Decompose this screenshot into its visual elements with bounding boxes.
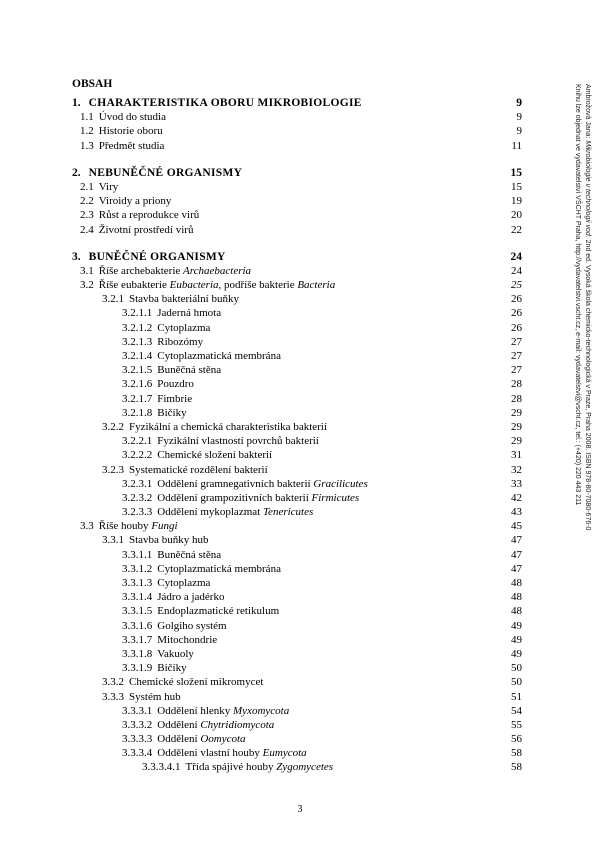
toc-entry-number: 1.2: [80, 125, 94, 138]
toc-entry-label: Cytoplazmatická membrána: [157, 562, 281, 575]
toc-entry-number: 1.: [72, 97, 81, 109]
toc-entry-title: [122, 718, 274, 732]
toc-entry-number: 3.3.3.3: [122, 733, 153, 746]
toc-page-number: 9: [516, 111, 522, 124]
toc-entry-number: 3.2.1.7: [122, 392, 153, 405]
toc-entry-title: [122, 548, 221, 562]
toc-entry-number: 3.2.3.3: [122, 506, 153, 519]
toc-page-number: 49: [511, 647, 522, 660]
toc-page-number: 50: [511, 676, 522, 689]
section-gap: [72, 237, 522, 250]
toc-entry-label: Jaderná hmota: [157, 307, 222, 320]
toc-page-number: 27: [511, 350, 522, 362]
toc-page-number: 58: [511, 761, 522, 774]
toc-chapter-row: [72, 166, 522, 180]
toc-entry-label: Viroidy a priony: [98, 195, 172, 208]
toc-entry-label: Cytoplazma: [157, 577, 211, 589]
toc-entry-number: 3.3.3.1: [122, 704, 153, 717]
toc-page-number: 15: [511, 180, 522, 193]
toc-entry-title: [102, 533, 208, 547]
toc-entry-row: [72, 321, 522, 335]
toc-entry-number: 3.3.1.4: [122, 591, 153, 604]
toc-entry-row: [72, 406, 522, 420]
toc-entry-label: Růst a reprodukce virů: [98, 209, 200, 222]
toc-entry-number: 3.3.3.4.1: [142, 761, 181, 774]
toc-entry-title: [102, 675, 263, 689]
toc-entry-title: [122, 434, 319, 448]
toc-page-number: 45: [511, 520, 522, 533]
toc-entry-row: [72, 704, 522, 718]
toc-entry-title: [122, 448, 272, 462]
toc-entry-label: Bičíky: [157, 406, 187, 419]
toc-entry-title: [102, 690, 181, 704]
toc-page-number: 49: [511, 633, 522, 646]
toc-entry-title: [72, 166, 242, 180]
toc-entry-label: Životní prostředí virů: [98, 223, 194, 236]
toc-page-number: 9: [516, 97, 522, 109]
toc-entry-title: [122, 576, 210, 590]
toc-entry-label: Oddělení vlastní houby Eumycota: [157, 747, 307, 760]
toc-entry-label: Říše archebakterie Archaebacteria: [98, 264, 252, 277]
toc-entry-title: [102, 420, 327, 434]
toc-entry-row: [72, 110, 522, 124]
toc-page-number: 11: [511, 139, 522, 152]
toc-entry-title: [122, 321, 210, 335]
toc-page-number: 15: [510, 166, 522, 179]
toc-entry-row: [72, 675, 522, 689]
toc-entry-number: 3.2.1.8: [122, 406, 153, 419]
toc-entry-title: [122, 505, 313, 519]
toc-entry-row: [72, 519, 522, 533]
toc-entry-row: [72, 477, 522, 491]
toc-entry-label: Vakuoly: [157, 647, 194, 660]
toc-entry-row: [72, 604, 522, 618]
toc-entry-number: 3.2.1: [102, 293, 124, 306]
toc-entry-title: [80, 180, 118, 194]
toc-entry-number: 3.3.1.1: [122, 548, 153, 561]
toc-entry-number: 3.2.1.3: [122, 335, 153, 348]
toc-entry-title: [122, 377, 194, 391]
toc-entry-number: 3.1: [80, 264, 94, 277]
toc-entry-row: [72, 180, 522, 194]
toc-entry-label: CHARAKTERISTIKA OBORU MIKROBIOLOGIE: [88, 97, 362, 109]
toc-entry-label: Cytoplazma: [157, 321, 211, 334]
toc-page-number: 56: [511, 733, 522, 746]
toc-entry-label: Třída spájivé houby Zygomycetes: [185, 761, 334, 774]
toc-page-number: 19: [511, 195, 522, 208]
toc-entry-label: Systém hub: [129, 690, 181, 703]
toc-entry-row: [72, 124, 522, 138]
toc-entry-title: [122, 619, 227, 633]
toc-entry-row: [72, 363, 522, 377]
toc-entry-row: [72, 619, 522, 633]
toc-entry-row: [72, 562, 522, 576]
toc-entry-number: 2.1: [80, 180, 94, 193]
toc-entry-number: 3.3: [80, 520, 94, 533]
toc-entry-title: [122, 732, 246, 746]
toc-entry-title: [142, 760, 333, 774]
toc-entry-label: Endoplazmatické retikulum: [157, 605, 280, 618]
toc-entry-title: [80, 223, 193, 237]
toc-page-number: 48: [511, 605, 522, 618]
toc-entry-number: 3.2.2: [102, 420, 124, 433]
toc-entry-number: 1.3: [80, 139, 94, 152]
toc-entry-title: [122, 562, 281, 576]
toc-entry-row: [72, 434, 522, 448]
toc-page-number: 28: [511, 392, 522, 405]
toc-entry-title: [122, 406, 187, 420]
toc-entry-label: Fimbrie: [157, 392, 193, 405]
toc-page-number: 48: [511, 577, 522, 589]
toc-page-number: 29: [511, 406, 522, 419]
toc-entry-title: [122, 590, 224, 604]
toc-page-number: 54: [511, 704, 522, 717]
toc-entry-row: [72, 491, 522, 505]
toc-entry-row: [72, 264, 522, 278]
toc-page-number: 29: [511, 420, 522, 433]
toc-entry-title: [122, 704, 289, 718]
toc-page-number: 24: [511, 264, 522, 277]
toc-entry-title: [122, 647, 194, 661]
toc-entry-label: Oddělení Oomycota: [157, 733, 246, 746]
toc-page-number: 51: [511, 690, 522, 703]
toc-page-number: 33: [511, 477, 522, 490]
toc-entry-title: [122, 661, 187, 675]
toc-entry-row: [72, 690, 522, 704]
toc-page-number: 42: [511, 491, 522, 504]
side-citation: [566, 84, 592, 604]
toc-entry-title: [122, 349, 281, 363]
toc-entry-number: 1.1: [80, 111, 94, 124]
toc-entry-row: [72, 590, 522, 604]
toc-page-number: 25: [511, 279, 522, 292]
toc-entry-number: 3.2.1.6: [122, 378, 153, 391]
toc-entry-label: Stavba buňky hub: [129, 534, 209, 547]
toc-page-number: 20: [511, 209, 522, 222]
toc-entry-title: [122, 604, 279, 618]
toc-entry-number: 3.3.3.4: [122, 747, 153, 760]
toc-page-number: 31: [511, 449, 522, 462]
toc-entry-row: [72, 194, 522, 208]
toc-entry-row: [72, 576, 522, 590]
toc-entry-label: Fyzikální vlastnosti povrchů bakterií: [157, 435, 319, 448]
toc-entry-title: [72, 96, 362, 110]
toc-entry-row: [72, 533, 522, 547]
toc-entry-number: 3.3.3.2: [122, 718, 153, 731]
toc-entry-label: Chemické složení bakterií: [157, 449, 273, 462]
toc-entry-label: Úvod do studia: [98, 111, 166, 124]
toc-entry-row: [72, 505, 522, 519]
toc-entry-title: [72, 250, 226, 264]
toc-entry-label: Pouzdro: [157, 378, 194, 391]
toc-entry-title: [122, 335, 203, 349]
toc-page-number: 47: [511, 548, 522, 561]
toc-page-number: 26: [511, 307, 522, 320]
toc-chapter-row: [72, 96, 522, 110]
toc-entry-number: 3.2.2.2: [122, 449, 153, 462]
toc-page-number: 48: [511, 591, 522, 604]
toc-entry-number: 3.2.3.1: [122, 477, 153, 490]
toc-entry-number: 3.3.3: [102, 690, 124, 703]
toc-page-number: 55: [511, 718, 522, 731]
toc-entry-row: [72, 223, 522, 237]
toc-entry-number: 2.2: [80, 195, 94, 208]
toc-entry-label: Oddělení hlenky Myxomycota: [157, 704, 290, 717]
toc-entry-number: 3.3.1.3: [122, 577, 153, 589]
toc-entry-title: [80, 124, 163, 138]
toc-entry-title: [80, 139, 164, 153]
toc-entry-row: [72, 420, 522, 434]
toc-entry-row: [72, 732, 522, 746]
toc-entry-label: Historie oboru: [98, 125, 163, 138]
toc-entry-title: [122, 633, 217, 647]
toc-entry-title: [122, 392, 192, 406]
toc-entry-label: Předmět studia: [98, 139, 165, 152]
toc-page-number: 47: [511, 562, 522, 575]
toc-entry-label: Buněčná stěna: [157, 548, 222, 561]
toc-entry-row: [72, 139, 522, 153]
toc-page-number: 27: [511, 364, 522, 377]
toc-entry-number: 3.3.1: [102, 534, 124, 547]
toc-entry-label: Oddělení grampozitivních bakterií Firmicutes: [157, 491, 360, 504]
toc-entry-row: [72, 349, 522, 363]
citation-line-1: Ambrožová Jana: Mikrobiologie v technologii vod. 2nd ed. Vysoká škola chemicko-technologická v Praze, Praha 2008. ISBN 978-80-7080-676-0: [584, 84, 591, 531]
toc-entry-label: Oddělení mykoplazmat Tenericutes: [157, 506, 314, 519]
toc-entry-number: 3.2.2.1: [122, 435, 153, 448]
toc-entry-row: [72, 448, 522, 462]
toc-entry-row: [72, 760, 522, 774]
toc-entry-label: Jádro a jadérko: [157, 591, 225, 604]
toc-chapter-row: [72, 250, 522, 264]
toc-entry-title: [122, 491, 359, 505]
toc-entry-label: BUNĚČNÉ ORGANISMY: [88, 250, 226, 263]
toc-entry-label: Stavba bakteriální buňky: [129, 293, 239, 306]
toc-entry-title: [102, 463, 268, 477]
toc-entry-title: [80, 194, 171, 208]
toc-entry-label: NEBUNĚČNÉ ORGANISMY: [88, 166, 243, 179]
toc-entry-label: Bičíky: [157, 662, 187, 675]
toc-page-number: 9: [516, 125, 522, 138]
toc-entry-number: 3.3.1.8: [122, 647, 153, 660]
toc-entry-row: [72, 392, 522, 406]
toc-page-number: 43: [511, 506, 522, 519]
toc-entry-label: Oddělení Chytridiomycota: [157, 718, 275, 731]
toc-entry-row: [72, 463, 522, 477]
toc-entry-row: [72, 208, 522, 222]
toc-entry-row: [72, 746, 522, 760]
toc-entry-number: 3.3.1.7: [122, 633, 153, 646]
toc-entry-title: [80, 278, 335, 292]
toc-entry-title: [122, 477, 368, 491]
toc-entry-title: [122, 363, 221, 377]
toc-entry-row: [72, 377, 522, 391]
toc-page-number: 27: [511, 335, 522, 348]
toc-entry-number: 3.3.1.6: [122, 619, 153, 632]
toc-entry-title: [122, 306, 221, 320]
toc-entry-label: Říše eubakterie Eubacteria, podříše bakterie Bacteria: [98, 279, 336, 292]
toc-entry-number: 2.3: [80, 209, 94, 222]
toc-entry-number: 3.2.3.2: [122, 491, 153, 504]
toc-entry-number: 3.3.2: [102, 676, 124, 689]
page-number: 3: [297, 804, 303, 815]
toc-entry-title: [122, 746, 307, 760]
toc-entry-label: Mitochondrie: [157, 633, 218, 646]
toc-entry-number: 3.2.1.4: [122, 350, 153, 362]
toc-entry-number: 3.3.1.2: [122, 562, 153, 575]
toc-page-number: 29: [511, 435, 522, 448]
toc-page-number: 49: [511, 619, 522, 632]
toc-entry-label: Golgiho systém: [157, 619, 227, 632]
toc-entry-label: Ribozómy: [157, 335, 204, 348]
toc-entry-number: 3.3.1.9: [122, 662, 153, 675]
toc-entry-title: [80, 519, 178, 533]
table-of-contents: [72, 96, 522, 775]
toc-entry-number: 3.2.1.2: [122, 321, 153, 334]
toc-entry-number: 2.: [72, 166, 81, 179]
toc-entry-label: Systematické rozdělení bakterií: [129, 463, 268, 476]
toc-entry-number: 3.2.3: [102, 463, 124, 476]
toc-entry-label: Cytoplazmatická membrána: [157, 350, 281, 362]
toc-entry-row: [72, 661, 522, 675]
toc-page-number: 24: [510, 250, 522, 263]
toc-entry-label: Říše houby Fungi: [98, 520, 178, 533]
toc-entry-row: [72, 647, 522, 661]
toc-entry-row: [72, 292, 522, 306]
toc-page-number: 58: [511, 747, 522, 760]
toc-entry-number: 3.2.1.1: [122, 307, 153, 320]
toc-entry-label: Chemické složení mikromycet: [129, 676, 264, 689]
toc-entry-row: [72, 335, 522, 349]
toc-entry-label: Viry: [98, 180, 119, 193]
toc-entry-row: [72, 278, 522, 292]
toc-entry-row: [72, 548, 522, 562]
toc-entry-number: 3.2: [80, 279, 94, 292]
toc-entry-title: [102, 292, 239, 306]
toc-entry-number: 2.4: [80, 223, 94, 236]
toc-page-number: 50: [511, 662, 522, 675]
toc-page-number: 26: [511, 321, 522, 334]
toc-entry-label: Buněčná stěna: [157, 364, 222, 377]
toc-heading: OBSAH: [72, 78, 113, 90]
citation-line-2: Knihu lze objednat ve vydavatelství VŠCHT Praha, http://vydavatelstvi.vscht.cz, e-mail: vydavatelstvi@vscht.cz, tel.: (+420) 220 443 211: [574, 84, 581, 506]
toc-entry-row: [72, 306, 522, 320]
toc-page-number: 22: [511, 223, 522, 236]
toc-page-number: 32: [511, 463, 522, 476]
toc-entry-title: [80, 208, 199, 222]
toc-entry-row: [72, 718, 522, 732]
toc-entry-label: Oddělení gramnegativních bakterií Gracilicutes: [157, 477, 368, 490]
toc-entry-number: 3.: [72, 250, 81, 263]
toc-entry-label: Fyzikální a chemická charakteristika bakterií: [129, 420, 327, 433]
toc-entry-title: [80, 264, 251, 278]
toc-entry-number: 3.2.1.5: [122, 364, 153, 377]
toc-entry-row: [72, 633, 522, 647]
toc-page-number: 47: [511, 534, 522, 547]
toc-page-number: 26: [511, 293, 522, 306]
toc-entry-number: 3.3.1.5: [122, 605, 153, 618]
section-gap: [72, 153, 522, 166]
toc-entry-title: [80, 110, 166, 124]
toc-page-number: 28: [511, 378, 522, 391]
